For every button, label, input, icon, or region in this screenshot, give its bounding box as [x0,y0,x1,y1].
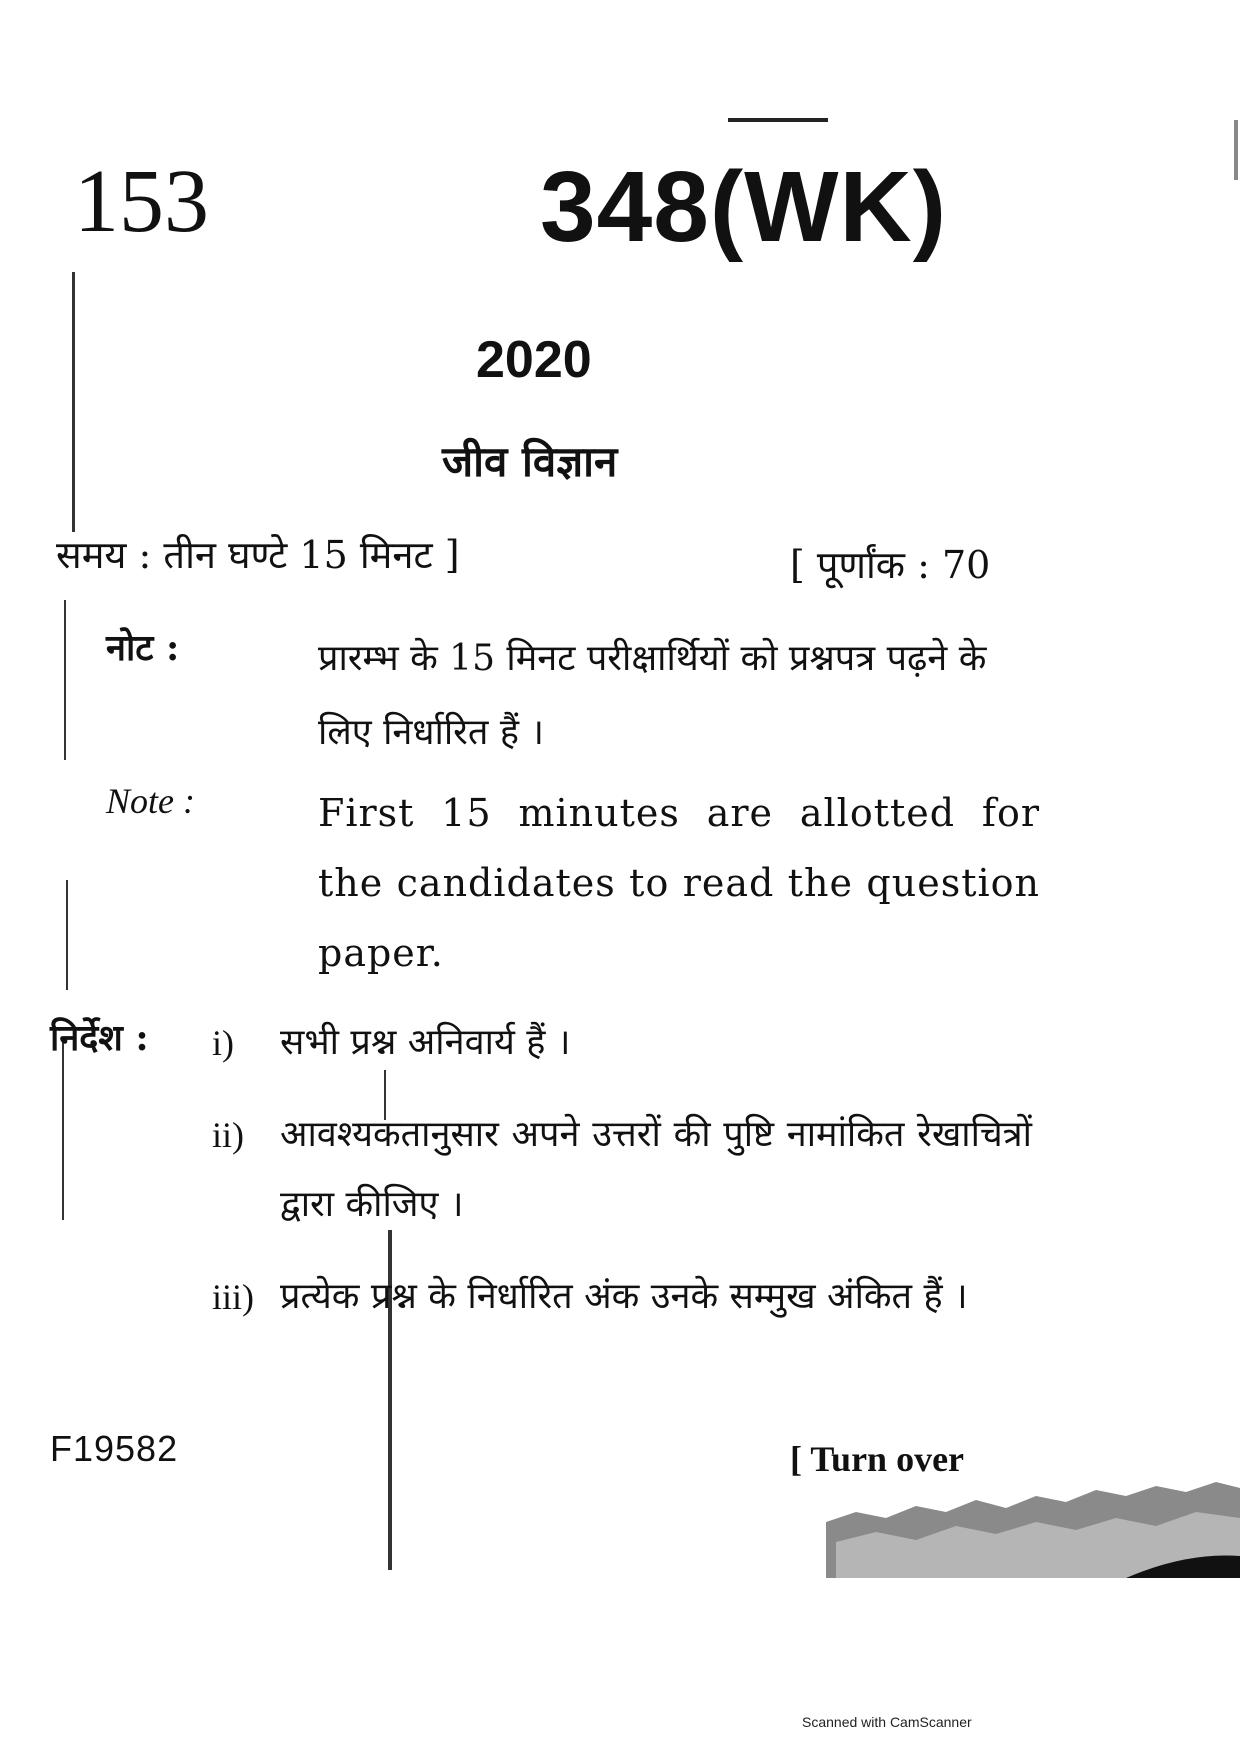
subject-title: जीव विज्ञान [442,437,618,486]
scan-edge-line [1234,120,1238,180]
instructions-label: निर्देश : [50,1017,149,1059]
paper-code: 348(WK) [540,151,948,263]
instruction-text: सभी प्रश्न अनिवार्य हैं । [280,1022,571,1063]
instruction-number: ii) [212,1115,244,1155]
instruction-item [212,1262,1032,1332]
scan-margin-line [64,600,66,760]
scan-margin-line [72,272,75,532]
max-marks: [ पूर्णांक : 70 [790,543,991,587]
instruction-item [212,1008,1032,1078]
instruction-number: iii) [212,1277,254,1317]
instruction-item [212,1100,1032,1240]
note-hindi-text: प्रारम्भ के 15 मिनट परीक्षार्थियों को प्रश्नपत्र पढ़ने के लिए निर्धारित हैं । [318,638,987,753]
instruction-number: i) [212,1023,234,1063]
serial-number: 153 [74,152,209,251]
footer-code: F19582 [50,1428,179,1469]
instruction-text: आवश्यकतानुसार अपने उत्तरों की पुष्टि नामांकित रेखाचित्रों द्वारा कीजिए । [280,1114,1032,1225]
scan-margin-line [62,1040,64,1220]
scanner-watermark: Scanned with CamScanner [802,1714,972,1730]
note-english-label: Note : [106,781,195,821]
instruction-text: प्रत्येक प्रश्न के निर्धारित अंक उनके सम्मुख अंकित हैं । [280,1276,968,1317]
scan-smudge [826,1482,1240,1578]
scan-mark-dash [728,118,828,122]
turn-over-label: [ Turn over [790,1439,965,1479]
exam-year: 2020 [476,331,592,389]
note-english-text: First 15 minutes are allotted for the candidates to read the question paper. [318,791,1040,975]
note-hindi-label: नोट : [106,627,180,669]
scan-margin-line [66,880,68,990]
exam-duration: समय : तीन घण्टे 15 मिनट ] [56,533,460,577]
